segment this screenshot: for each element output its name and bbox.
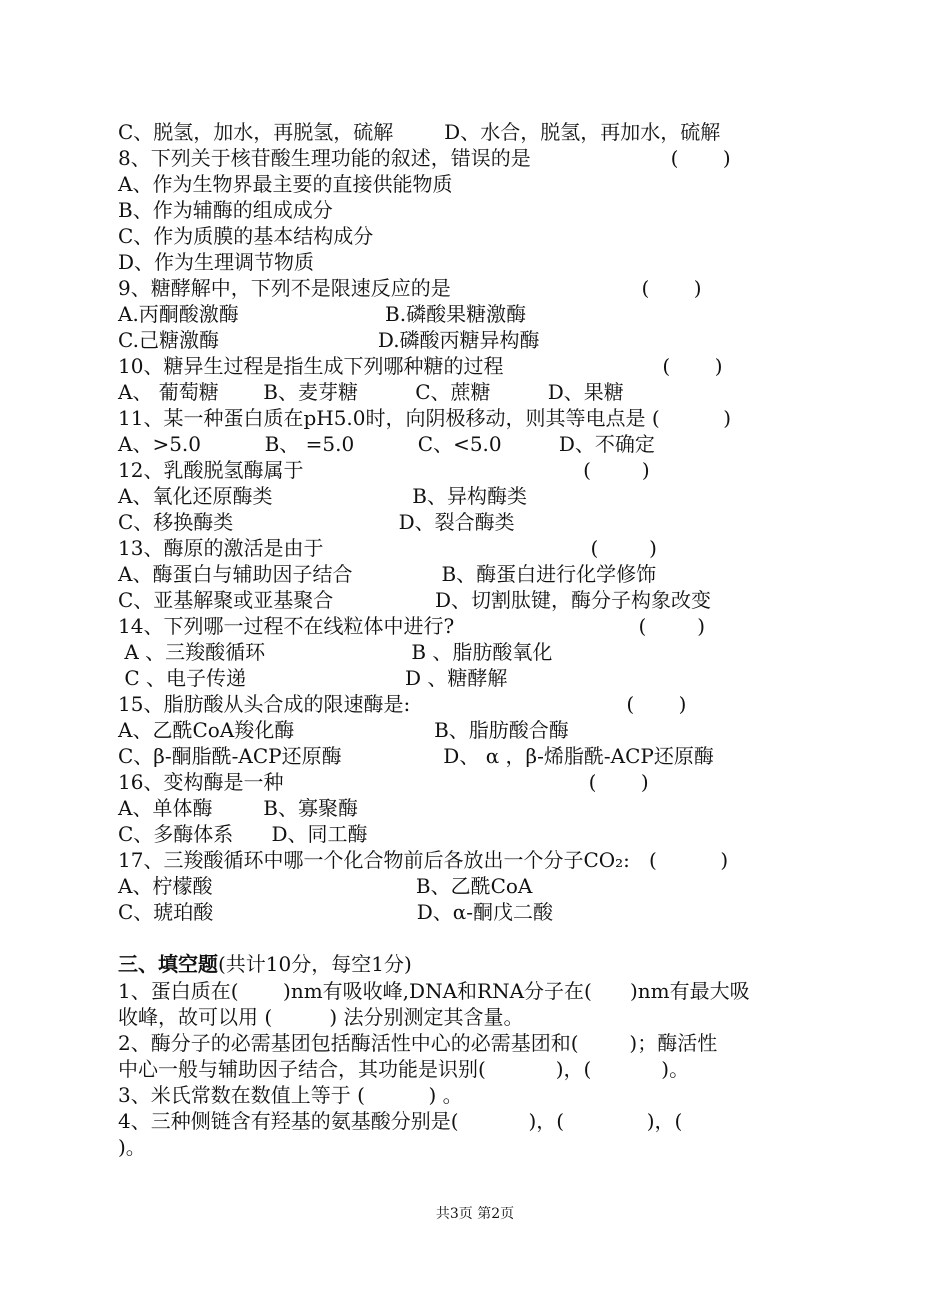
question-line: 9、糖酵解中，下列不是限速反应的是 ( ) bbox=[118, 276, 702, 300]
question-line: C、β-酮脂酰-ACP还原酶 D、 α ，β-烯脂酰-ACP还原酶 bbox=[118, 744, 714, 768]
question-line: A、氧化还原酶类 B、异构酶类 bbox=[118, 484, 528, 508]
question-line: 15、脂肪酸从头合成的限速酶是: ( ) bbox=[118, 692, 687, 716]
question-line: D、作为生理调节物质 bbox=[118, 250, 315, 274]
question-line: C、亚基解聚或亚基聚合 D、切割肽键，酶分子构象改变 bbox=[118, 588, 712, 612]
question-line: A、单体酶 B、寡聚酶 bbox=[118, 796, 358, 820]
question-line: B、作为辅酶的组成成分 bbox=[118, 198, 333, 222]
fill-blank-line: 收峰，故可以用 ( ) 法分别测定其含量。 bbox=[118, 1005, 524, 1029]
question-line: A、乙酰CoA羧化酶 B、脂肪酸合酶 bbox=[118, 718, 569, 742]
question-line: A 、三羧酸循环 B 、脂肪酸氧化 bbox=[118, 640, 553, 664]
question-line: C.己糖激酶 D.磷酸丙糖异构酶 bbox=[118, 328, 540, 352]
page-footer: 共3页 第2页 bbox=[435, 1206, 515, 1222]
question-line: A、柠檬酸 B、乙酰CoA bbox=[118, 874, 533, 898]
question-line: A、>5.0 B、 =5.0 C、<5.0 D、不确定 bbox=[118, 432, 655, 456]
question-line: 12、乳酸脱氢酶属于 ( ) bbox=[118, 458, 650, 482]
section-heading bbox=[118, 951, 412, 977]
question-line: C、琥珀酸 D、α-酮戊二酸 bbox=[118, 900, 554, 924]
section-note: (共计10分，每空1分) bbox=[218, 952, 412, 976]
fill-blank-line: )。 bbox=[118, 1135, 146, 1159]
fill-blank-line: 2、酶分子的必需基团包括酶活性中心的必需基团和( )；酶活性 bbox=[118, 1031, 718, 1055]
question-line: A、酶蛋白与辅助因子结合 B、酶蛋白进行化学修饰 bbox=[118, 562, 657, 586]
question-line: C 、电子传递 D 、糖酵解 bbox=[118, 666, 508, 690]
question-line: C、脱氢，加水，再脱氢，硫解 D、水合，脱氢，再加水，硫解 bbox=[118, 120, 721, 144]
question-line: 11、某一种蛋白质在pH5.0时，向阴极移动，则其等电点是 ( ) bbox=[118, 406, 732, 430]
question-line: 13、酶原的激活是由于 ( ) bbox=[118, 536, 657, 560]
question-line: C、移换酶类 D、裂合酶类 bbox=[118, 510, 515, 534]
question-line: C、作为质膜的基本结构成分 bbox=[118, 224, 374, 248]
question-line: 16、变构酶是一种 ( ) bbox=[118, 770, 649, 794]
question-line: C、多酶体系 D、同工酶 bbox=[118, 822, 368, 846]
fill-blank-line: 4、三种侧链含有羟基的氨基酸分别是( )，( )，( bbox=[118, 1109, 683, 1133]
question-line: 10、糖异生过程是指生成下列哪种糖的过程 ( ) bbox=[118, 354, 723, 378]
question-line: 14、下列哪一过程不在线粒体中进行? ( ) bbox=[118, 614, 706, 638]
question-line: 17、三羧酸循环中哪一个化合物前后各放出一个分子CO₂: ( ) bbox=[118, 848, 729, 872]
fill-blank-line: 中心一般与辅助因子结合，其功能是识别( )，( )。 bbox=[118, 1057, 690, 1081]
fill-blank-line: 1、蛋白质在( )nm有吸收峰,DNA和RNA分子在( )nm有最大吸 bbox=[118, 979, 750, 1003]
question-line: A.丙酮酸激酶 B.磷酸果糖激酶 bbox=[118, 302, 527, 326]
section-title: 三、填空题 bbox=[118, 952, 218, 976]
question-line: A、作为生物界最主要的直接供能物质 bbox=[118, 172, 453, 196]
question-line: 8、下列关于核苷酸生理功能的叙述，错误的是 ( ) bbox=[118, 146, 731, 170]
question-line: A、 葡萄糖 B、麦芽糖 C、蔗糖 D、果糖 bbox=[118, 380, 624, 404]
fill-blank-line: 3、米氏常数在数值上等于 ( ) 。 bbox=[118, 1083, 463, 1107]
